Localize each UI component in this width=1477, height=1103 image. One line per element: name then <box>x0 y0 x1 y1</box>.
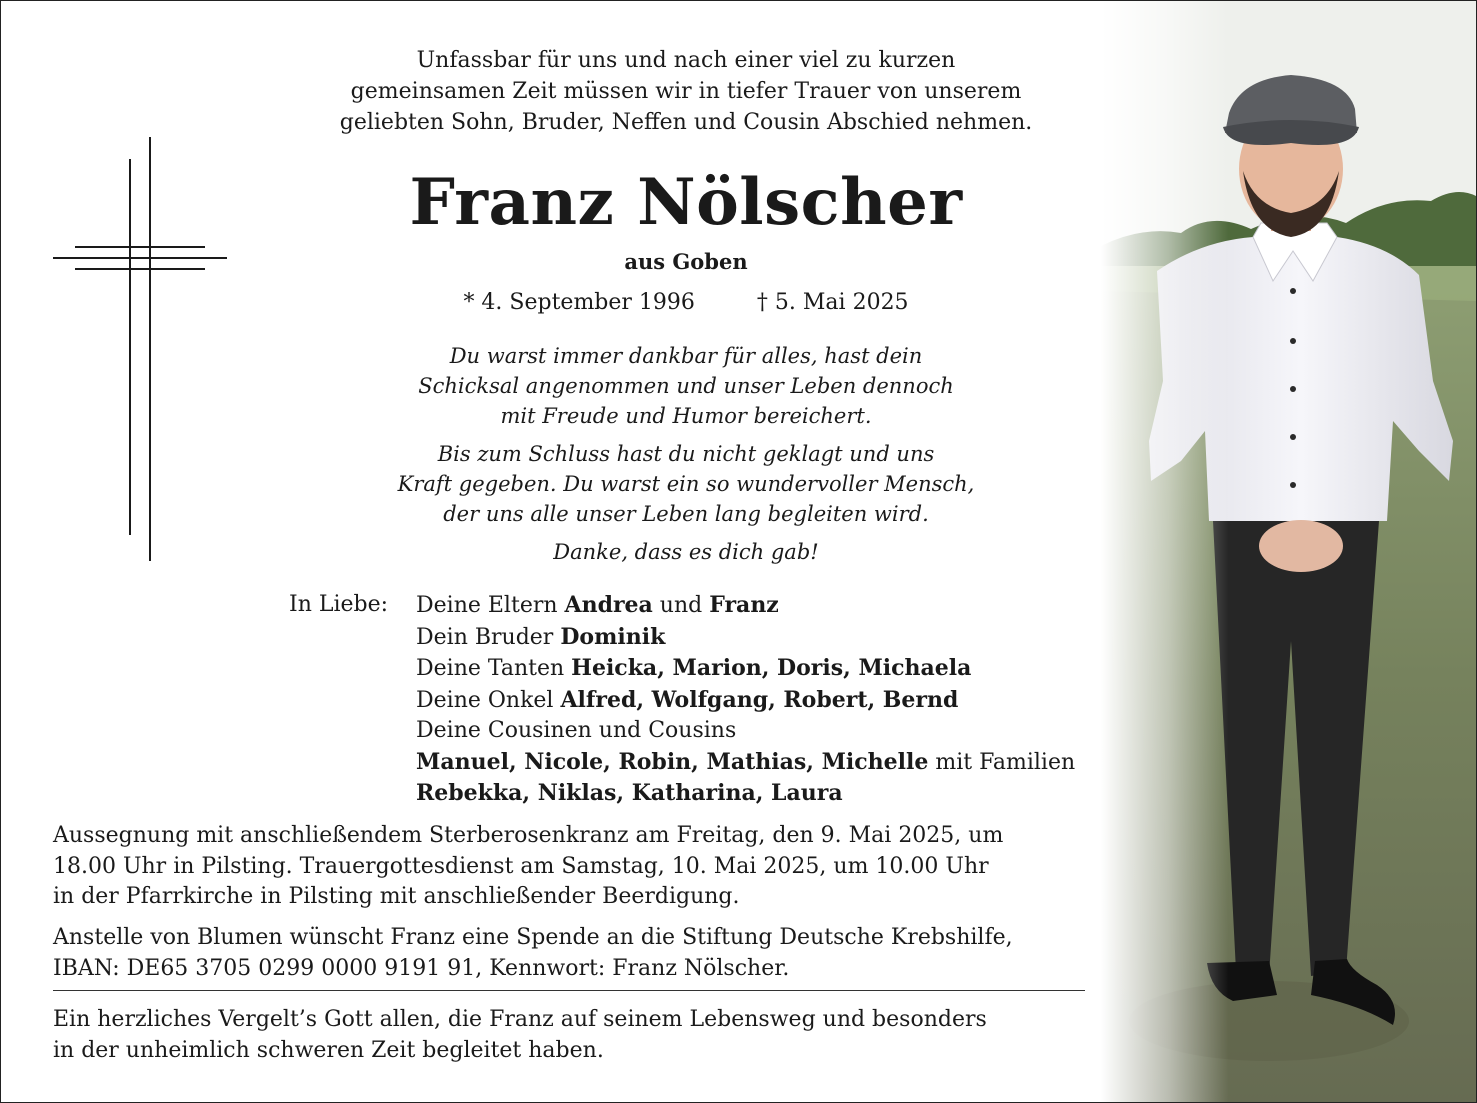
service-details <box>53 821 1093 913</box>
thanks-line: in der unheimlich schweren Zeit begleitet haben. <box>53 1037 604 1063</box>
divider <box>53 990 1085 991</box>
intro-line: gemeinsamen Zeit müssen wir in tiefer Trauer von unserem <box>350 79 1022 104</box>
poem-line: Kraft gegeben. Du warst ein so wundervoller Mensch, <box>397 472 975 496</box>
donation-request <box>53 923 1093 984</box>
deceased-name: Franz Nölscher <box>409 165 963 240</box>
mourner-line-cousins: Manuel, Nicole, Robin, Mathias, Michelle mit Familien <box>416 748 1076 775</box>
poem-line: Du warst immer dankbar für alles, hast dein <box>449 344 923 368</box>
service-line: 18.00 Uhr in Pilsting. Trauergottesdienst am Samstag, 10. Mai 2025, um 10.00 Uhr <box>53 853 989 879</box>
cross-icon <box>53 137 227 561</box>
service-line: Aussegnung mit anschließendem Sterberosenkranz am Freitag, den 9. Mai 2025, um <box>53 823 1004 848</box>
donation-line: Anstelle von Blumen wünscht Franz eine Spende an die Stiftung Deutsche Krebshilfe, <box>53 925 1013 950</box>
thanks-text <box>53 1005 1093 1066</box>
intro-line: geliebten Sohn, Bruder, Neffen und Cousin Abschied nehmen. <box>339 110 1033 135</box>
donation-line: IBAN: DE65 3705 0299 0000 9191 91, Kennwort: Franz Nölscher. <box>53 955 790 981</box>
memorial-poem <box>271 341 1101 567</box>
mourner-line-brother: Dein Bruder Dominik <box>416 623 666 650</box>
poem-stanza <box>271 341 1101 431</box>
poem-line: Bis zum Schluss hast du nicht geklagt und uns <box>437 442 935 466</box>
poem-stanza <box>271 439 1101 529</box>
mourner-line-cousins: Rebekka, Niklas, Katharina, Laura <box>416 780 843 806</box>
origin: aus Goben <box>624 249 748 274</box>
service-line: in der Pfarrkirche in Pilsting mit anschließender Beerdigung. <box>53 884 740 909</box>
mourner-line-cousins-heading: Deine Cousinen und Cousins <box>416 718 737 743</box>
thanks-line: Ein herzliches Vergelt’s Gott allen, die Franz auf seinem Lebensweg und besonders <box>53 1007 987 1032</box>
birth-date: * 4. September 1996 <box>463 290 695 315</box>
life-dates <box>271 288 1101 318</box>
poem-line: Schicksal angenommen und unser Leben dennoch <box>418 374 954 398</box>
mourner-line-parents: Deine Eltern Andrea und Franz <box>416 592 779 618</box>
mourner-line-uncles: Deine Onkel Alfred, Wolfgang, Robert, Bernd <box>416 686 959 713</box>
poem-closing: Danke, dass es dich gab! <box>553 540 819 564</box>
mourners-label: In Liebe: <box>289 592 389 617</box>
poem-line: mit Freude und Humor bereichert. <box>500 404 872 428</box>
mourner-line-aunts: Deine Tanten Heicka, Marion, Doris, Michaela <box>416 655 972 681</box>
poem-line: der uns alle unser Leben lang begleiten wird. <box>443 502 929 526</box>
portrait-photo <box>1101 1 1476 1102</box>
intro-text <box>271 45 1101 138</box>
death-date: † 5. Mai 2025 <box>756 290 909 315</box>
intro-line: Unfassbar für uns und nach einer viel zu kurzen <box>416 48 956 73</box>
